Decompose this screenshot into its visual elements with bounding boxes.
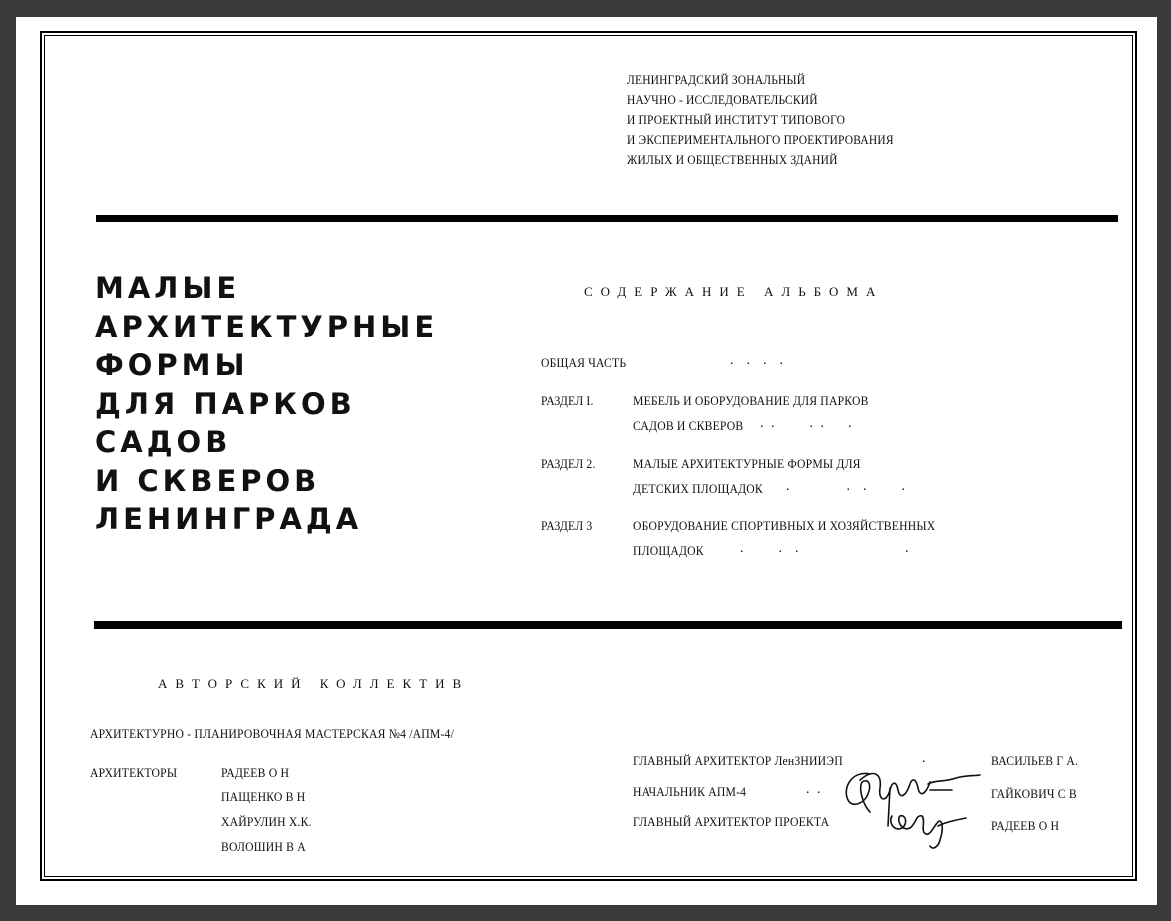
architect-name: РАДЕЕВ О Н	[221, 765, 290, 780]
title-line: ДЛЯ ПАРКОВ	[95, 386, 356, 421]
toc-section-title: ДЕТСКИХ ПЛОЩАДОК	[633, 481, 763, 496]
top-divider	[96, 215, 1118, 222]
signature-role: ГЛАВНЫЙ АРХИТЕКТОР ЛенЗНИИЭП	[633, 753, 843, 768]
signature-role: НАЧАЛЬНИК АПМ-4	[633, 784, 747, 799]
title-line: МАЛЫЕ	[95, 271, 241, 305]
institute-line: НАУЧНО - ИССЛЕДОВАТЕЛЬСКИЙ	[627, 93, 818, 107]
signature-name: ВАСИЛЬЕВ Г А.	[991, 753, 1079, 768]
toc-section-title: САДОВ И СКВЕРОВ	[633, 418, 744, 433]
toc-general: ОБЩАЯ ЧАСТЬ	[541, 355, 627, 370]
signature-name: ГАЙКОВИЧ С В	[991, 786, 1077, 801]
institute-block	[627, 70, 917, 170]
title-line: САДОВ	[95, 425, 232, 459]
workshop-name: АРХИТЕКТУРНО - ПЛАНИРОВОЧНАЯ МАСТЕРСКАЯ №4 /АПМ-4/	[90, 726, 455, 741]
album-title	[95, 269, 438, 539]
title-line: АРХИТЕКТУРНЫЕ	[95, 309, 439, 344]
institute-line: И ЭКСПЕРИМЕНТАЛЬНОГО ПРОЕКТИРОВАНИЯ	[627, 133, 894, 147]
toc-section-title: МАЛЫЕ АРХИТЕКТУРНЫЕ ФОРМЫ ДЛЯ	[633, 456, 861, 471]
handwritten-signatures	[830, 760, 990, 860]
toc-section-title: ОБОРУДОВАНИЕ СПОРТИВНЫХ И ХОЗЯЙСТВЕННЫХ	[633, 518, 936, 533]
signature-leader: . .	[806, 782, 823, 797]
architect-name: ХАЙРУЛИН Х.К.	[221, 814, 312, 829]
architects-label: АРХИТЕКТОРЫ	[90, 765, 178, 780]
toc-leader: . . . .	[786, 479, 907, 494]
toc-leader: . . . . .	[760, 416, 854, 431]
architect-name: ПАЩЕНКО В Н	[221, 789, 306, 804]
title-line: И СКВЕРОВ	[95, 463, 321, 498]
signature-role: ГЛАВНЫЙ АРХИТЕКТОР ПРОЕКТА	[633, 814, 830, 829]
bottom-divider	[94, 621, 1122, 629]
toc-section-label: РАЗДЕЛ 3	[541, 518, 593, 533]
title-line: ФОРМЫ	[95, 348, 249, 382]
contents-heading: СОДЕРЖАНИЕ АЛЬБОМА	[584, 284, 884, 299]
toc-section-title: МЕБЕЛЬ И ОБОРУДОВАНИЕ ДЛЯ ПАРКОВ	[633, 393, 869, 408]
institute-line: ЖИЛЫХ И ОБЩЕСТВЕННЫХ ЗДАНИЙ	[627, 153, 838, 167]
architect-name: ВОЛОШИН В А	[221, 839, 306, 854]
authors-heading: АВТОРСКИЙ КОЛЛЕКТИВ	[158, 676, 470, 691]
toc-leader: . . . .	[730, 353, 785, 368]
toc-section-title: ПЛОЩАДОК	[633, 543, 704, 558]
signature-leader: .	[922, 751, 928, 766]
toc-section-label: РАЗДЕЛ I.	[541, 393, 594, 408]
title-line: ЛЕНИНГРАДА	[95, 502, 363, 536]
toc-leader: . . . .	[740, 541, 911, 556]
toc-section-label: РАЗДЕЛ 2.	[541, 456, 596, 471]
signature-name: РАДЕЕВ О Н	[991, 818, 1060, 833]
institute-line: ЛЕНИНГРАДСКИЙ ЗОНАЛЬНЫЙ	[627, 73, 806, 87]
institute-line: И ПРОЕКТНЫЙ ИНСТИТУТ ТИПОВОГО	[627, 113, 846, 127]
